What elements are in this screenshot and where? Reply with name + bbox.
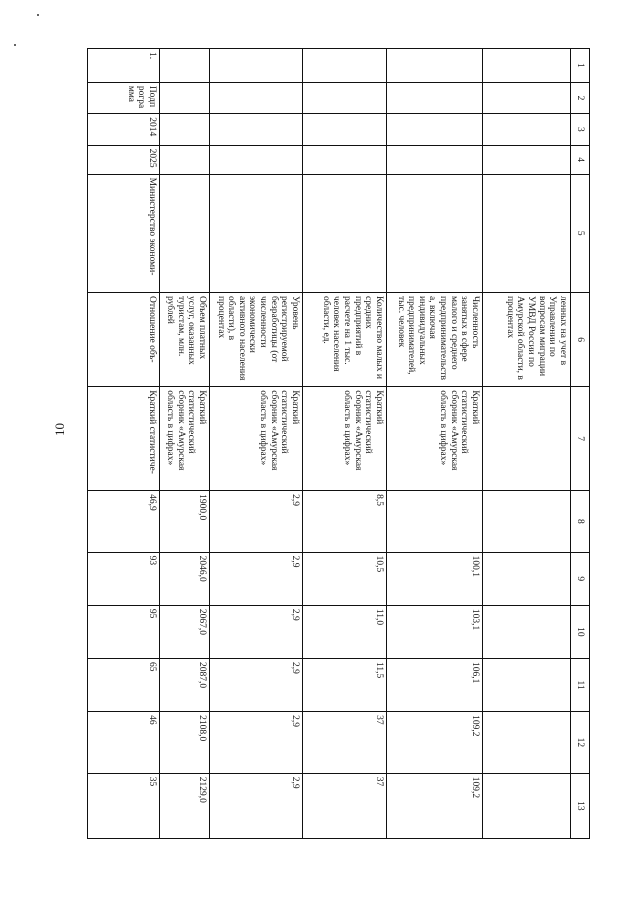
table-row bbox=[88, 49, 160, 839]
cell-indicator: Численность занятых в сфере малого и среднего предпринимательства, включая индивидуальных предпринимателей, тыс. человек bbox=[387, 292, 483, 386]
cell-indicator: ленных на учет в Управлении по вопросам миграции УМВД России по Амурской области, в процентах bbox=[483, 292, 571, 386]
cell-start-year bbox=[483, 114, 571, 145]
cell-number bbox=[210, 49, 303, 83]
cell-number bbox=[160, 49, 210, 83]
column-number: 3 bbox=[571, 114, 590, 145]
cell-value: 11,0 bbox=[303, 605, 387, 658]
cell-name bbox=[483, 82, 571, 113]
cell-value: 46 bbox=[88, 712, 160, 774]
column-number: 5 bbox=[571, 174, 590, 292]
cell-executor: Министерство экономи- bbox=[88, 174, 160, 292]
cell-name bbox=[303, 82, 387, 113]
table-row bbox=[160, 49, 210, 839]
cell-end-year: 2025 bbox=[88, 145, 160, 174]
cell-start-year bbox=[303, 114, 387, 145]
table-row bbox=[483, 49, 571, 839]
cell-value: 2,9 bbox=[210, 658, 303, 711]
cell-source: Краткий статистический сборник «Амурская область в цифрах» bbox=[387, 387, 483, 491]
cell-value bbox=[483, 773, 571, 838]
cell-value bbox=[483, 491, 571, 553]
column-number: 8 bbox=[571, 491, 590, 553]
cell-value: 65 bbox=[88, 658, 160, 711]
cell-value: 93 bbox=[88, 552, 160, 605]
cell-source: Краткий статистиче- bbox=[88, 387, 160, 491]
cell-source: Краткий статистический сборник «Амурская область в цифрах» bbox=[303, 387, 387, 491]
column-number: 1 bbox=[571, 49, 590, 83]
cell-end-year bbox=[303, 145, 387, 174]
cell-source bbox=[483, 387, 571, 491]
cell-start-year bbox=[160, 114, 210, 145]
cell-number bbox=[387, 49, 483, 83]
column-number: 13 bbox=[571, 773, 590, 838]
cell-executor bbox=[303, 174, 387, 292]
cell-value: 2129,0 bbox=[160, 773, 210, 838]
column-numbers-row bbox=[571, 49, 590, 839]
cell-value: 11,5 bbox=[303, 658, 387, 711]
cell-name bbox=[210, 82, 303, 113]
cell-value: 103,1 bbox=[387, 605, 483, 658]
cell-value: 106,1 bbox=[387, 658, 483, 711]
scan-speck bbox=[14, 44, 16, 46]
cell-executor bbox=[210, 174, 303, 292]
column-number: 12 bbox=[571, 712, 590, 774]
cell-executor bbox=[160, 174, 210, 292]
cell-executor bbox=[483, 174, 571, 292]
cell-value: 109,2 bbox=[387, 712, 483, 774]
cell-value: 2,9 bbox=[210, 712, 303, 774]
column-number: 6 bbox=[571, 292, 590, 386]
cell-value: 100,1 bbox=[387, 552, 483, 605]
cell-source: Краткий статистический сборник «Амурская область в цифрах» bbox=[210, 387, 303, 491]
cell-value: 10,5 bbox=[303, 552, 387, 605]
cell-value: 8,5 bbox=[303, 491, 387, 553]
cell-value: 2108,0 bbox=[160, 712, 210, 774]
table-row bbox=[303, 49, 387, 839]
table-row bbox=[210, 49, 303, 839]
cell-value: 2067,0 bbox=[160, 605, 210, 658]
cell-end-year bbox=[210, 145, 303, 174]
column-number: 4 bbox=[571, 145, 590, 174]
cell-number bbox=[483, 49, 571, 83]
cell-value bbox=[387, 491, 483, 553]
cell-indicator: Отношение объ- bbox=[88, 292, 160, 386]
column-number: 2 bbox=[571, 82, 590, 113]
cell-start-year bbox=[210, 114, 303, 145]
cell-value bbox=[483, 712, 571, 774]
column-number: 9 bbox=[571, 552, 590, 605]
cell-indicator: Объем платных услуг, оказанных туристам, млн. рублей bbox=[160, 292, 210, 386]
cell-number: 1. bbox=[88, 49, 160, 83]
cell-value bbox=[483, 605, 571, 658]
cell-start-year bbox=[387, 114, 483, 145]
cell-source: Краткий статистический сборник «Амурская область в цифрах» bbox=[160, 387, 210, 491]
cell-value: 2,9 bbox=[210, 552, 303, 605]
cell-value: 35 bbox=[88, 773, 160, 838]
cell-start-year: 2014 bbox=[88, 114, 160, 145]
cell-value: 37 bbox=[303, 712, 387, 774]
cell-name: Подпрограмма bbox=[88, 82, 160, 113]
rotated-table-wrapper bbox=[108, 48, 590, 839]
cell-value: 1900,0 bbox=[160, 491, 210, 553]
cell-value: 2,9 bbox=[210, 605, 303, 658]
indicators-table bbox=[87, 48, 590, 839]
cell-value: 95 bbox=[88, 605, 160, 658]
column-number: 11 bbox=[571, 658, 590, 711]
cell-end-year bbox=[387, 145, 483, 174]
cell-value: 37 bbox=[303, 773, 387, 838]
cell-value: 46,9 bbox=[88, 491, 160, 553]
cell-end-year bbox=[160, 145, 210, 174]
scan-speck bbox=[37, 14, 39, 16]
cell-value: 2087,0 bbox=[160, 658, 210, 711]
cell-value bbox=[483, 658, 571, 711]
cell-value: 2046,0 bbox=[160, 552, 210, 605]
cell-indicator: Уровень регистрируемой безработицы (от численности экономически активного населения области), в процентах bbox=[210, 292, 303, 386]
cell-number bbox=[303, 49, 387, 83]
cell-end-year bbox=[483, 145, 571, 174]
column-number: 7 bbox=[571, 387, 590, 491]
cell-value bbox=[483, 552, 571, 605]
cell-value: 2,9 bbox=[210, 773, 303, 838]
page-number: 10 bbox=[52, 423, 67, 436]
cell-value: 2,9 bbox=[210, 491, 303, 553]
cell-indicator: Количество малых и средних предприятий в расчете на 1 тыс. человек населения области, ед. bbox=[303, 292, 387, 386]
column-number: 10 bbox=[571, 605, 590, 658]
cell-executor bbox=[387, 174, 483, 292]
cell-value: 109,2 bbox=[387, 773, 483, 838]
cell-name bbox=[387, 82, 483, 113]
cell-name bbox=[160, 82, 210, 113]
table-row bbox=[387, 49, 483, 839]
